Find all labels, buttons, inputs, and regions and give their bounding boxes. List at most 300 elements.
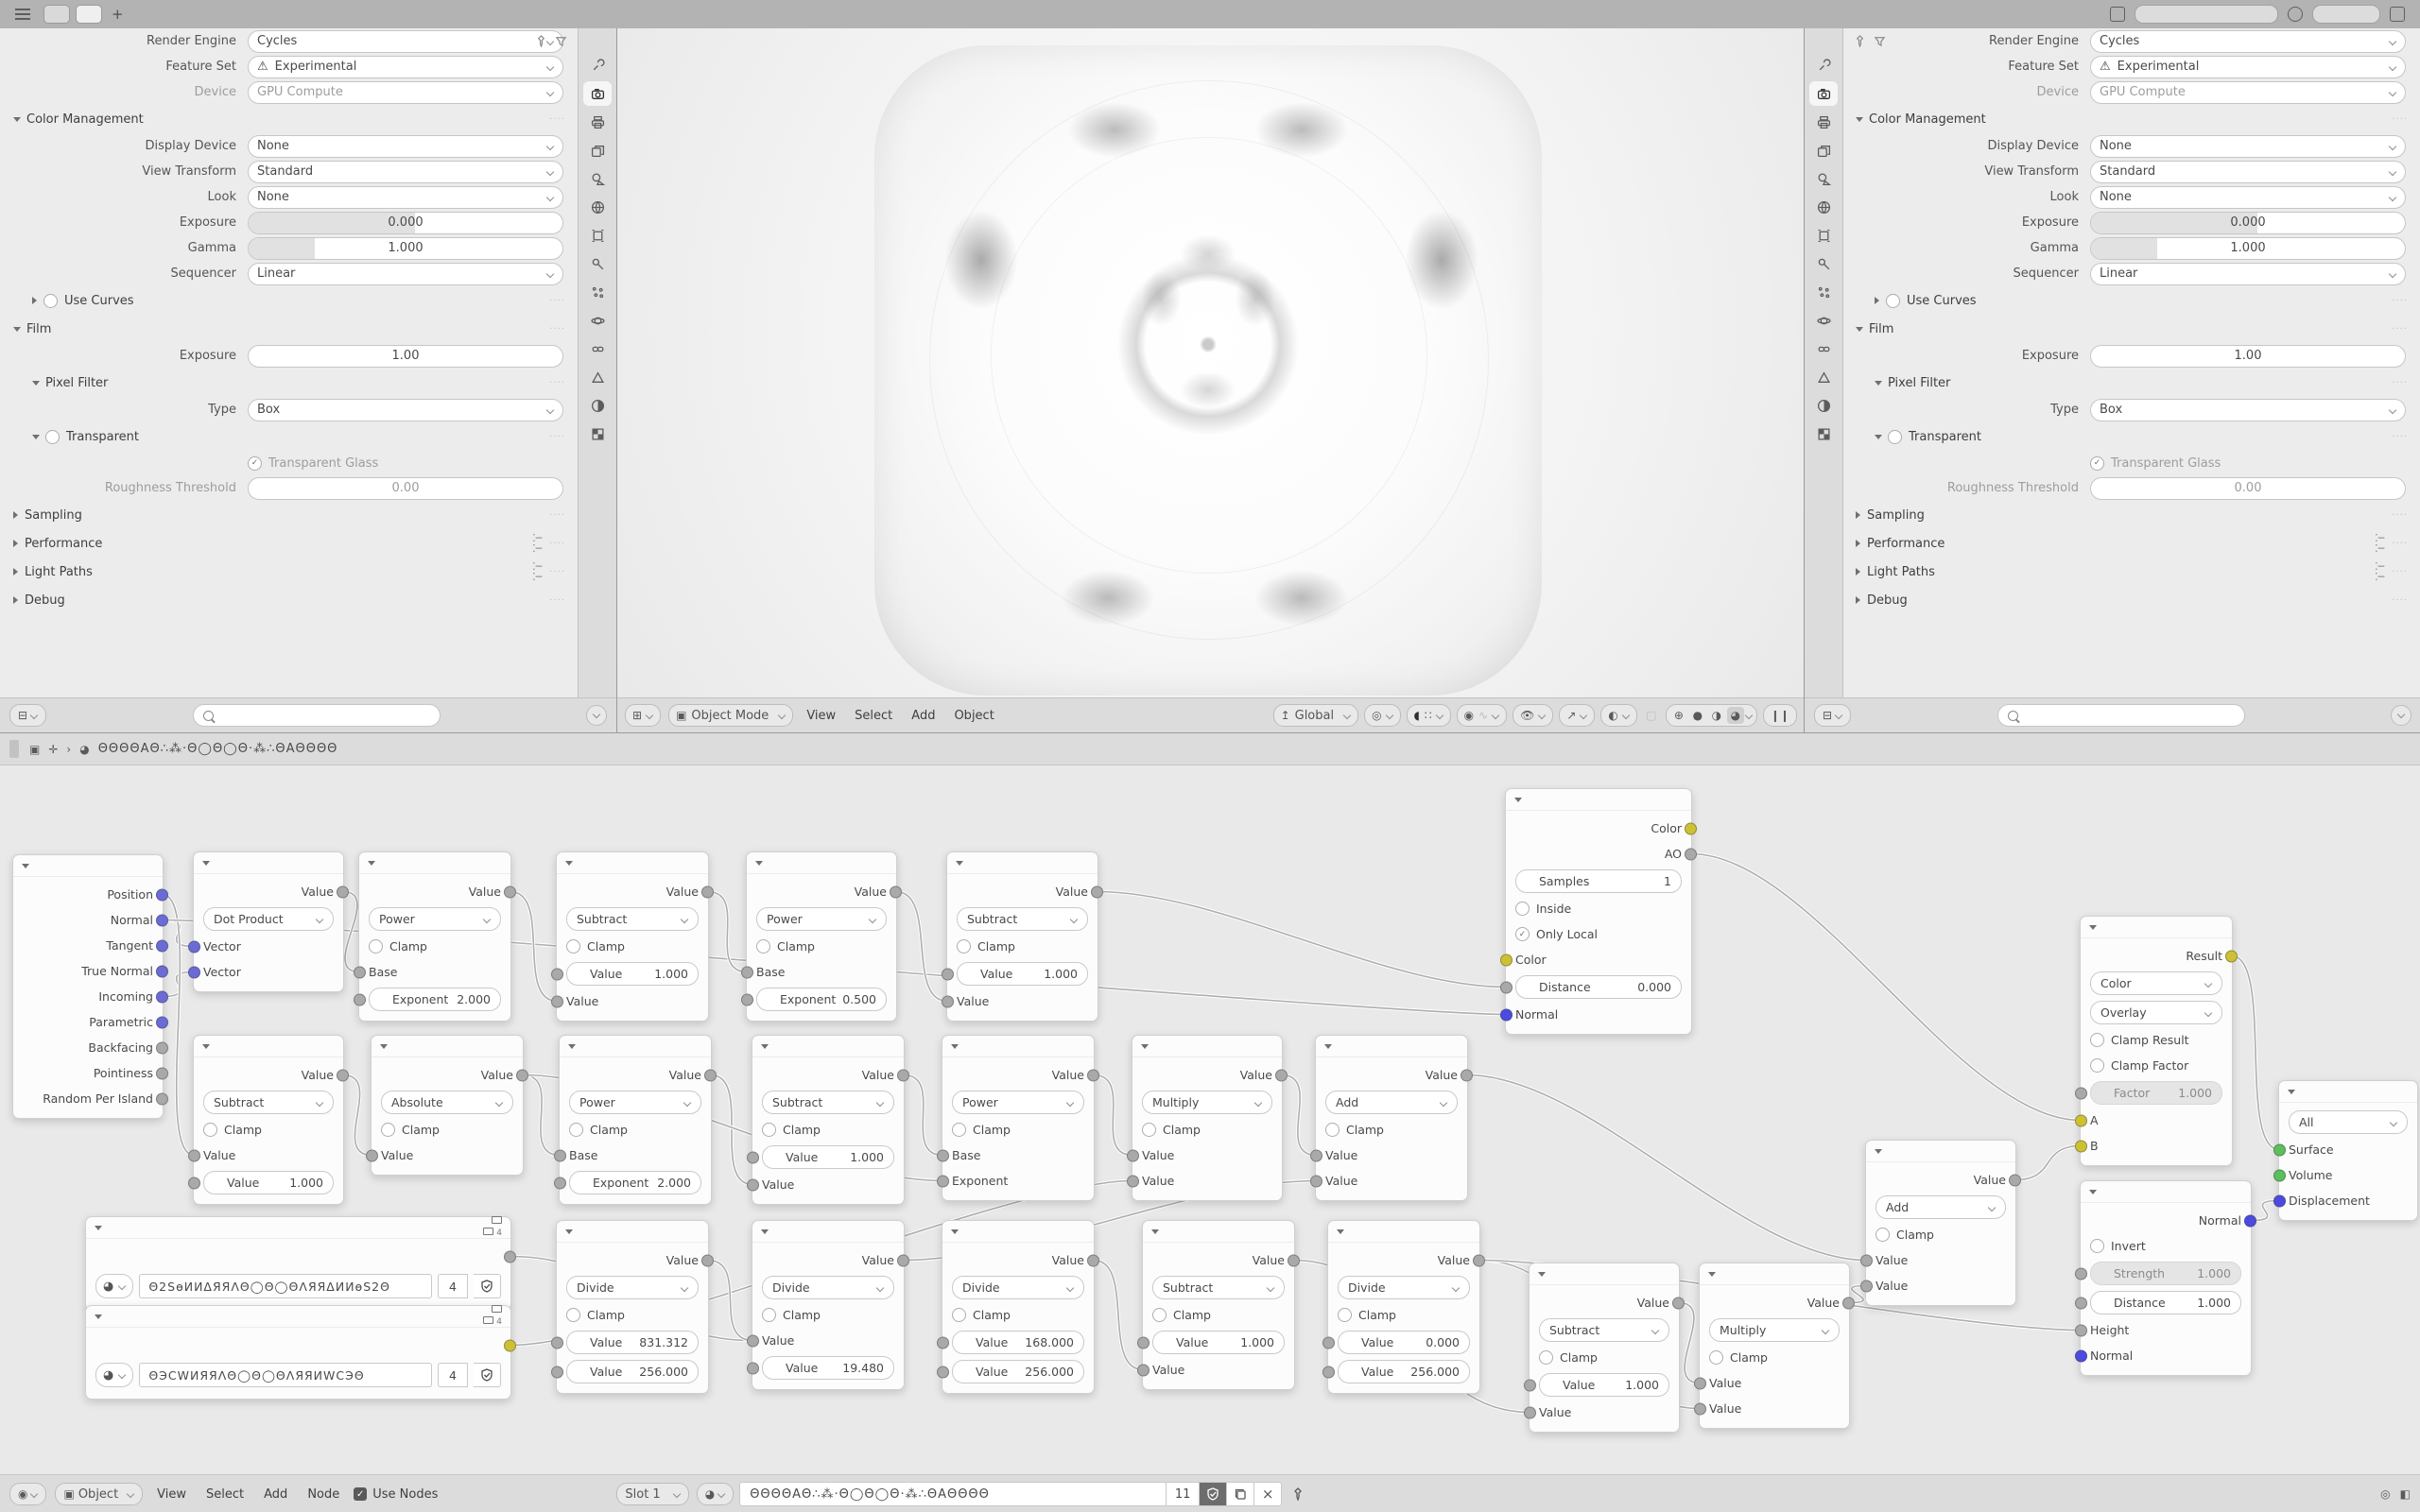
- input-socket[interactable]: [188, 1177, 200, 1189]
- datablock-users-count[interactable]: 4: [438, 1363, 468, 1387]
- operation-dropdown[interactable]: [203, 1091, 334, 1114]
- prop-slider-exposure[interactable]: [2090, 212, 2406, 234]
- prop-select-device[interactable]: [2090, 81, 2406, 104]
- section-checkbox[interactable]: [45, 430, 60, 444]
- datablock-users-count[interactable]: 4: [438, 1274, 468, 1298]
- operation-dropdown[interactable]: [369, 907, 501, 931]
- input-socket[interactable]: [354, 993, 366, 1005]
- properties-tab-modifiers[interactable]: [1809, 251, 1838, 276]
- transform-orientation-selector[interactable]: ↥ Global: [1273, 704, 1359, 727]
- input-socket[interactable]: [2075, 1349, 2087, 1362]
- filter-icon[interactable]: [555, 35, 567, 47]
- collapse-chevron-icon[interactable]: [1141, 1044, 1149, 1049]
- prop-select-render-engine[interactable]: [248, 30, 563, 53]
- input-socket[interactable]: [747, 1151, 759, 1163]
- checkbox-clamp-result[interactable]: [2090, 1033, 2189, 1047]
- add-workspace-button[interactable]: +: [112, 6, 124, 23]
- value-field-value[interactable]: [566, 962, 699, 986]
- output-socket[interactable]: [156, 965, 168, 977]
- input-socket[interactable]: [554, 1149, 566, 1161]
- input-socket[interactable]: [1127, 1149, 1139, 1161]
- menu-select[interactable]: Select: [855, 708, 893, 723]
- menu-view[interactable]: View: [806, 708, 837, 723]
- operation-dropdown[interactable]: [1338, 1276, 1470, 1299]
- properties-tab-view-layer[interactable]: [1809, 138, 1838, 163]
- editor-type-button[interactable]: ⊞: [625, 704, 661, 727]
- operation-dropdown[interactable]: [952, 1091, 1084, 1114]
- editor-type-button[interactable]: ◉: [9, 1483, 46, 1505]
- input-socket[interactable]: [1137, 1364, 1150, 1376]
- math-node[interactable]: [1315, 1035, 1468, 1201]
- section-checkbox[interactable]: [43, 294, 58, 308]
- prop-select-view-transform[interactable]: [248, 161, 563, 183]
- value-field-factor[interactable]: [2090, 1081, 2222, 1105]
- input-socket[interactable]: [2075, 1140, 2087, 1152]
- prop-select-sequencer[interactable]: [2090, 263, 2406, 285]
- workspace-tab-active[interactable]: [76, 5, 102, 24]
- input-socket[interactable]: [2075, 1114, 2087, 1126]
- collapse-chevron-icon[interactable]: [2089, 925, 2097, 930]
- properties-tab-render[interactable]: [583, 81, 612, 106]
- node-header[interactable]: [1143, 1221, 1294, 1243]
- input-socket[interactable]: [551, 1366, 563, 1378]
- prop-slider-gamma[interactable]: [2090, 237, 2406, 260]
- collapse-chevron-icon[interactable]: [1875, 1149, 1882, 1154]
- output-socket[interactable]: [504, 885, 516, 898]
- prop-select-look[interactable]: [2090, 186, 2406, 209]
- node-header[interactable]: [1530, 1263, 1679, 1285]
- output-socket[interactable]: [156, 1092, 168, 1105]
- xray-toggle[interactable]: ▢: [1646, 709, 1657, 722]
- operation-dropdown[interactable]: [566, 907, 699, 931]
- operation-dropdown[interactable]: [756, 907, 887, 931]
- collapse-chevron-icon[interactable]: [95, 1226, 102, 1230]
- pin-icon[interactable]: [535, 35, 547, 47]
- operation-dropdown[interactable]: [381, 1091, 513, 1114]
- section-header-light-paths[interactable]: [0, 558, 579, 586]
- input-socket[interactable]: [1500, 981, 1512, 993]
- value-field-value[interactable]: [762, 1356, 894, 1380]
- checkbox-clamp[interactable]: [1709, 1350, 1768, 1365]
- value-field-exponent[interactable]: [569, 1171, 701, 1194]
- operation-dropdown[interactable]: [1539, 1318, 1669, 1342]
- properties-tab-physics[interactable]: [583, 308, 612, 333]
- pause-render-button[interactable]: ❙❙: [1763, 704, 1797, 727]
- material-output-node[interactable]: [2278, 1080, 2418, 1221]
- pin-icon[interactable]: [1291, 1487, 1305, 1501]
- unlink-material-button[interactable]: ×: [1254, 1482, 1282, 1506]
- properties-tab-world[interactable]: [583, 195, 612, 219]
- node-header[interactable]: [1866, 1141, 2015, 1162]
- use-nodes-checkbox[interactable]: ✓ Use Nodes: [354, 1487, 438, 1502]
- output-socket[interactable]: [701, 885, 714, 898]
- input-socket[interactable]: [1322, 1336, 1335, 1349]
- section-checkbox[interactable]: [1888, 430, 1902, 444]
- input-socket[interactable]: [1500, 954, 1512, 966]
- output-socket[interactable]: [156, 939, 168, 952]
- output-socket[interactable]: [156, 1016, 168, 1028]
- checkbox-inside[interactable]: [1515, 902, 1571, 916]
- checkbox-clamp[interactable]: [381, 1123, 440, 1137]
- output-socket[interactable]: [1685, 822, 1697, 834]
- geometry-input-node[interactable]: [12, 854, 164, 1119]
- node-header[interactable]: [86, 1217, 510, 1239]
- node-header[interactable]: [194, 852, 343, 874]
- node-header[interactable]: [752, 1221, 904, 1243]
- output-socket[interactable]: [156, 1067, 168, 1079]
- value-field-value[interactable]: [762, 1145, 894, 1169]
- checkbox-clamp[interactable]: [1338, 1308, 1396, 1322]
- math-node[interactable]: [358, 851, 511, 1022]
- shading-wireframe-button[interactable]: ⊕: [1673, 709, 1684, 722]
- prop-select-display-device[interactable]: [248, 135, 563, 158]
- properties-tab-particles[interactable]: [583, 280, 612, 304]
- operation-dropdown[interactable]: [762, 1276, 894, 1299]
- node-header[interactable]: [1700, 1263, 1849, 1285]
- output-socket[interactable]: [1087, 1254, 1099, 1266]
- input-socket[interactable]: [942, 968, 954, 980]
- vector-math-node[interactable]: [193, 851, 344, 992]
- value-field-samples[interactable]: [1515, 869, 1682, 893]
- prop-slider-roughness-threshold[interactable]: [2090, 477, 2406, 500]
- menu-add[interactable]: Add: [264, 1486, 288, 1502]
- shading-material-button[interactable]: ◑: [1711, 709, 1722, 722]
- properties-tab-particles[interactable]: [1809, 280, 1838, 304]
- proportional-editing-toggle[interactable]: ◉ ∿: [1457, 704, 1508, 727]
- output-socket[interactable]: [701, 1254, 714, 1266]
- collapse-chevron-icon[interactable]: [565, 1229, 573, 1234]
- value-field-value[interactable]: [1338, 1360, 1470, 1383]
- collapse-chevron-icon[interactable]: [568, 1044, 576, 1049]
- properties-tab-material[interactable]: [583, 393, 612, 418]
- value-field-exponent[interactable]: [756, 988, 887, 1011]
- math-node[interactable]: [371, 1035, 524, 1176]
- value-field-value[interactable]: [952, 1360, 1084, 1383]
- collapse-chevron-icon[interactable]: [1324, 1044, 1332, 1049]
- section-header-transparent[interactable]: [0, 422, 579, 451]
- collapse-chevron-icon[interactable]: [2089, 1190, 2097, 1194]
- node-header[interactable]: [942, 1036, 1094, 1057]
- properties-tab-constraints[interactable]: [1809, 336, 1838, 361]
- node-header[interactable]: [2081, 1181, 2251, 1203]
- section-header-light-paths[interactable]: [1842, 558, 2420, 586]
- section-header-sampling[interactable]: [0, 501, 579, 529]
- collapse-chevron-icon[interactable]: [761, 1229, 769, 1234]
- value-field-value[interactable]: [1338, 1331, 1470, 1354]
- properties-tab-tool[interactable]: [583, 53, 612, 77]
- shading-rendered-button[interactable]: ◕: [1727, 707, 1744, 724]
- node-header[interactable]: [557, 1221, 708, 1243]
- editor-type-button[interactable]: ⊟: [9, 704, 46, 727]
- shader-type-selector[interactable]: ▣ Object: [55, 1483, 143, 1505]
- value-field-value[interactable]: [1152, 1331, 1285, 1354]
- properties-tab-modifiers[interactable]: [583, 251, 612, 276]
- checkbox-clamp[interactable]: [1876, 1228, 1934, 1242]
- value-field-value[interactable]: [203, 1171, 334, 1194]
- node-header[interactable]: [13, 855, 163, 877]
- prop-select-device[interactable]: [248, 81, 563, 104]
- input-socket[interactable]: [366, 1149, 378, 1161]
- node-header[interactable]: [2081, 917, 2232, 938]
- checkbox-clamp[interactable]: [762, 1308, 821, 1322]
- input-socket[interactable]: [188, 966, 200, 978]
- output-socket[interactable]: [337, 885, 349, 898]
- input-socket[interactable]: [2075, 1267, 2087, 1280]
- datablock-node[interactable]: [85, 1305, 511, 1400]
- node-header[interactable]: [1328, 1221, 1479, 1243]
- input-socket[interactable]: [2273, 1143, 2286, 1156]
- snap-icon[interactable]: ◎: [2380, 1487, 2391, 1501]
- properties-tab-texture[interactable]: [583, 421, 612, 446]
- math-node[interactable]: [556, 851, 709, 1022]
- section-header-sampling[interactable]: [1842, 501, 2420, 529]
- operation-dropdown[interactable]: [203, 907, 334, 931]
- input-socket[interactable]: [942, 995, 954, 1007]
- options-button[interactable]: [586, 705, 607, 726]
- menu-icon[interactable]: [15, 13, 30, 15]
- output-socket[interactable]: [897, 1069, 909, 1081]
- collapse-chevron-icon[interactable]: [755, 861, 763, 866]
- collapse-chevron-icon[interactable]: [368, 861, 375, 866]
- properties-tab-object[interactable]: [583, 223, 612, 248]
- operation-dropdown[interactable]: [1152, 1276, 1285, 1299]
- node-header[interactable]: [372, 1036, 523, 1057]
- math-node[interactable]: [1142, 1220, 1295, 1390]
- visibility-toggle[interactable]: 👁: [1512, 704, 1553, 727]
- prop-slider-exposure[interactable]: [248, 345, 563, 368]
- math-node[interactable]: [556, 1220, 709, 1394]
- properties-tab-material[interactable]: [1809, 393, 1838, 418]
- output-socket[interactable]: [704, 1069, 717, 1081]
- output-socket[interactable]: [890, 885, 902, 898]
- output-socket[interactable]: [156, 888, 168, 901]
- checkbox-invert[interactable]: [2090, 1239, 2146, 1253]
- view-layer-selector[interactable]: [2312, 5, 2380, 24]
- input-socket[interactable]: [747, 1178, 759, 1191]
- prop-select-render-engine[interactable]: [2090, 30, 2406, 53]
- output-socket[interactable]: [1672, 1297, 1685, 1309]
- node-header[interactable]: [194, 1036, 343, 1057]
- value-field-distance[interactable]: [1515, 975, 1682, 999]
- material-users-count[interactable]: 11: [1167, 1482, 1200, 1506]
- output-socket[interactable]: [337, 1069, 349, 1081]
- input-socket[interactable]: [937, 1175, 949, 1187]
- checkbox-clamp-factor[interactable]: [2090, 1058, 2188, 1073]
- properties-tab-tool[interactable]: [1809, 53, 1838, 77]
- input-socket[interactable]: [2273, 1194, 2286, 1207]
- value-field-value[interactable]: [952, 1331, 1084, 1354]
- output-socket[interactable]: [1275, 1069, 1288, 1081]
- value-field-strength[interactable]: [2090, 1262, 2241, 1285]
- search-input[interactable]: [193, 704, 441, 727]
- output-socket[interactable]: [2225, 950, 2238, 962]
- input-socket[interactable]: [551, 995, 563, 1007]
- search-input[interactable]: [1997, 704, 2245, 727]
- checkbox[interactable]: ✓: [2090, 456, 2104, 471]
- input-socket[interactable]: [937, 1366, 949, 1378]
- math-node[interactable]: [752, 1035, 905, 1205]
- value-field-value[interactable]: [566, 1331, 699, 1354]
- prop-select-look[interactable]: [248, 186, 563, 209]
- output-socket[interactable]: [504, 1250, 516, 1263]
- properties-tab-physics[interactable]: [1809, 308, 1838, 333]
- output-socket[interactable]: [2244, 1214, 2256, 1227]
- input-socket[interactable]: [1310, 1175, 1322, 1187]
- section-header-film[interactable]: [0, 315, 579, 343]
- section-header-debug[interactable]: [1842, 586, 2420, 614]
- input-socket[interactable]: [354, 966, 366, 978]
- math-node[interactable]: [946, 851, 1098, 1022]
- properties-tab-data[interactable]: [1809, 365, 1838, 389]
- section-header-color-management[interactable]: [0, 105, 579, 133]
- collapse-chevron-icon[interactable]: [1151, 1229, 1159, 1234]
- snap-target-selector[interactable]: ◎: [1364, 704, 1400, 727]
- node-header[interactable]: [557, 852, 708, 874]
- prop-slider-roughness-threshold[interactable]: [248, 477, 563, 500]
- menu-add[interactable]: Add: [911, 708, 936, 723]
- math-node[interactable]: [942, 1035, 1095, 1201]
- properties-tab-output[interactable]: [583, 110, 612, 134]
- input-socket[interactable]: [2075, 1297, 2087, 1309]
- slot-selector[interactable]: Slot 1: [616, 1483, 688, 1505]
- node-header[interactable]: [1316, 1036, 1467, 1057]
- editor-type-button[interactable]: ⊟: [1814, 704, 1851, 727]
- node-header[interactable]: [86, 1306, 510, 1328]
- output-socket[interactable]: [1461, 1069, 1473, 1081]
- copy-material-button[interactable]: [1227, 1482, 1254, 1506]
- datablock-node[interactable]: [85, 1216, 511, 1311]
- fake-user-shield-button[interactable]: [474, 1363, 501, 1387]
- datablock-name-field[interactable]: ΘЭСWИЯЯΛΘ◯Θ◯ΘΛЯЯИWСЭΘ: [139, 1363, 432, 1387]
- output-socket[interactable]: [1288, 1254, 1300, 1266]
- input-socket[interactable]: [747, 1362, 759, 1374]
- mix-color-node[interactable]: [2080, 916, 2233, 1166]
- checkbox-clamp[interactable]: [952, 1308, 1011, 1322]
- fake-user-shield-button[interactable]: [474, 1274, 501, 1298]
- properties-tab-scene[interactable]: [583, 166, 612, 191]
- collapse-chevron-icon[interactable]: [22, 864, 29, 868]
- collapse-chevron-icon[interactable]: [202, 1044, 210, 1049]
- node-header[interactable]: [752, 1036, 904, 1057]
- section-header-pixel-filter[interactable]: [0, 369, 579, 397]
- checkbox-clamp[interactable]: [1539, 1350, 1598, 1365]
- node-header[interactable]: [942, 1221, 1094, 1243]
- collapse-chevron-icon[interactable]: [956, 861, 963, 866]
- scene-selector[interactable]: [2135, 5, 2278, 24]
- input-socket[interactable]: [551, 968, 563, 980]
- collapse-chevron-icon[interactable]: [95, 1314, 102, 1319]
- output-socket[interactable]: [156, 914, 168, 926]
- prop-select-view-transform[interactable]: [2090, 161, 2406, 183]
- collapse-chevron-icon[interactable]: [380, 1044, 388, 1049]
- output-socket[interactable]: [1685, 848, 1697, 860]
- options-button[interactable]: [2391, 705, 2411, 726]
- shading-solid-button[interactable]: ●: [1692, 709, 1703, 722]
- output-socket[interactable]: [516, 1069, 528, 1081]
- section-header-use-curves[interactable]: [0, 286, 579, 315]
- operation-dropdown[interactable]: [1325, 1091, 1458, 1114]
- value-field-value[interactable]: [957, 962, 1088, 986]
- node-header[interactable]: [560, 1036, 711, 1057]
- output-socket[interactable]: [2009, 1174, 2021, 1186]
- output-socket[interactable]: [1473, 1254, 1485, 1266]
- value-field-distance[interactable]: [2090, 1291, 2241, 1314]
- input-socket[interactable]: [937, 1336, 949, 1349]
- prop-select-type[interactable]: [248, 399, 563, 421]
- browse-datablock-button[interactable]: ◕: [95, 1274, 133, 1298]
- menu-select[interactable]: Select: [206, 1486, 245, 1502]
- value-field-value[interactable]: [566, 1360, 699, 1383]
- output-socket[interactable]: [897, 1254, 909, 1266]
- input-socket[interactable]: [1137, 1336, 1150, 1349]
- input-socket[interactable]: [1694, 1377, 1706, 1389]
- math-node[interactable]: [193, 1035, 344, 1205]
- checkbox-clamp[interactable]: [1152, 1308, 1211, 1322]
- math-node[interactable]: [942, 1220, 1095, 1394]
- checkbox-only-local[interactable]: [1515, 927, 1598, 941]
- properties-tab-constraints[interactable]: [583, 336, 612, 361]
- checkbox-clamp[interactable]: [369, 939, 427, 954]
- input-socket[interactable]: [1860, 1254, 1873, 1266]
- input-socket[interactable]: [2075, 1324, 2087, 1336]
- output-socket[interactable]: [1091, 885, 1103, 898]
- output-socket[interactable]: [1842, 1297, 1855, 1309]
- input-socket[interactable]: [741, 966, 753, 978]
- section-header-pixel-filter[interactable]: [1842, 369, 2420, 397]
- collapse-chevron-icon[interactable]: [951, 1229, 959, 1234]
- prop-slider-gamma[interactable]: [248, 237, 563, 260]
- input-socket[interactable]: [2075, 1087, 2087, 1099]
- collapse-chevron-icon[interactable]: [1337, 1229, 1344, 1234]
- properties-tab-scene[interactable]: [1809, 166, 1838, 191]
- workspace-tab[interactable]: [43, 5, 70, 24]
- input-socket[interactable]: [188, 940, 200, 953]
- prop-select-type[interactable]: [2090, 399, 2406, 421]
- input-socket[interactable]: [2273, 1169, 2286, 1181]
- checkbox-clamp[interactable]: [566, 939, 625, 954]
- section-header-use-curves[interactable]: [1842, 286, 2420, 315]
- properties-tab-render[interactable]: [1809, 81, 1838, 106]
- checkbox-clamp[interactable]: [1325, 1123, 1384, 1137]
- section-header-performance[interactable]: [0, 529, 579, 558]
- menu-node[interactable]: Node: [307, 1486, 340, 1502]
- node-canvas[interactable]: [0, 765, 2420, 1475]
- section-header-color-management[interactable]: [1842, 105, 2420, 133]
- operation-dropdown[interactable]: [566, 1276, 699, 1299]
- checkbox-clamp[interactable]: [566, 1308, 625, 1322]
- checkbox-clamp[interactable]: [1142, 1123, 1201, 1137]
- math-node[interactable]: [1132, 1035, 1283, 1201]
- operation-dropdown[interactable]: [957, 907, 1088, 931]
- menu-object[interactable]: Object: [954, 708, 994, 723]
- node-header[interactable]: [747, 852, 896, 874]
- operation-dropdown[interactable]: [569, 1091, 701, 1114]
- math-node[interactable]: [559, 1035, 712, 1205]
- section-header-film[interactable]: [1842, 315, 2420, 343]
- fake-user-shield-button[interactable]: [1200, 1482, 1227, 1506]
- collapse-chevron-icon[interactable]: [1708, 1272, 1716, 1277]
- operation-dropdown[interactable]: [952, 1276, 1084, 1299]
- checkbox-clamp[interactable]: [952, 1123, 1011, 1137]
- properties-tab-world[interactable]: [1809, 195, 1838, 219]
- value-field-exponent[interactable]: [369, 988, 501, 1011]
- ambient-occlusion-node[interactable]: [1505, 788, 1692, 1035]
- value-field-value[interactable]: [1539, 1373, 1669, 1397]
- math-node[interactable]: [1699, 1263, 1850, 1429]
- collapse-chevron-icon[interactable]: [2288, 1090, 2295, 1094]
- browse-datablock-button[interactable]: ◕: [95, 1363, 133, 1387]
- input-socket[interactable]: [1524, 1379, 1536, 1391]
